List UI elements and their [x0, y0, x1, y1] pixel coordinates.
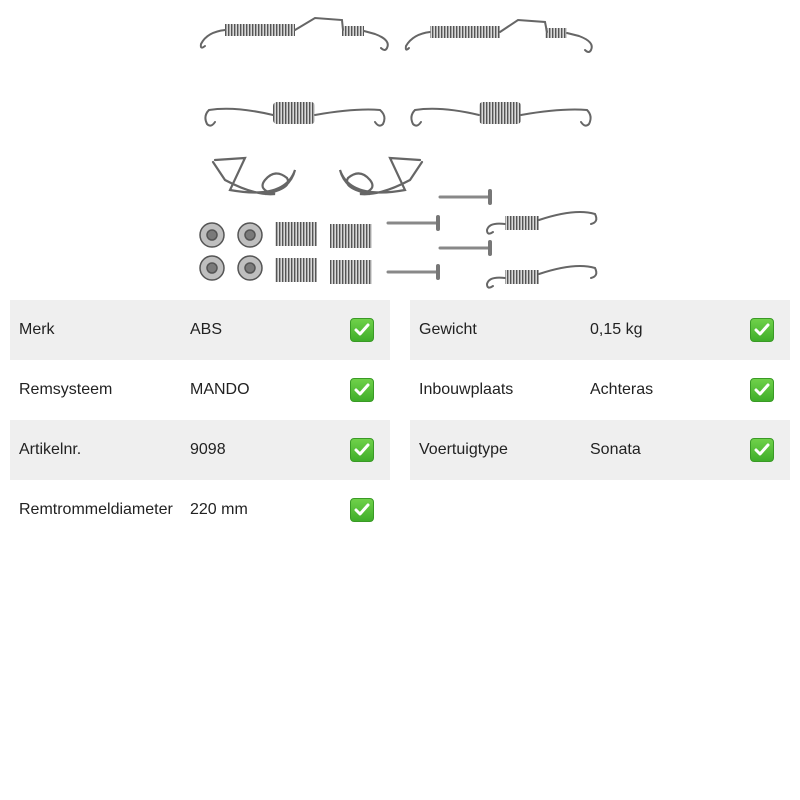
spec-label: Voertuigtype — [419, 441, 508, 458]
spec-value: Sonata — [590, 441, 641, 458]
check-icon — [350, 438, 374, 462]
check-icon — [750, 438, 774, 462]
spec-label: Merk — [19, 321, 55, 338]
spec-label: Remsysteem — [19, 381, 113, 398]
product-image — [195, 10, 605, 290]
check-icon — [350, 498, 374, 522]
spec-row — [410, 420, 790, 480]
check-icon — [750, 378, 774, 402]
spec-row — [10, 480, 390, 540]
spec-row — [10, 360, 390, 420]
check-icon — [350, 318, 374, 342]
spec-value: MANDO — [190, 381, 250, 398]
spec-value: 220 mm — [190, 501, 248, 518]
spec-value: ABS — [190, 321, 223, 338]
spec-label: Inbouwplaats — [419, 381, 514, 398]
spec-label: Gewicht — [419, 321, 477, 338]
spec-row — [10, 420, 390, 480]
spec-row — [410, 300, 790, 360]
spec-label: Artikelnr. — [19, 441, 82, 458]
specs-table-right — [410, 300, 790, 480]
spec-value: 9098 — [190, 441, 226, 458]
spec-row — [410, 360, 790, 420]
check-icon — [750, 318, 774, 342]
check-icon — [350, 378, 374, 402]
spec-row — [10, 300, 390, 360]
spec-value: Achteras — [590, 381, 654, 398]
specs-table-left — [10, 300, 390, 540]
spec-value: 0,15 kg — [590, 321, 643, 338]
spec-label: Remtrommeldiameter — [19, 501, 173, 518]
